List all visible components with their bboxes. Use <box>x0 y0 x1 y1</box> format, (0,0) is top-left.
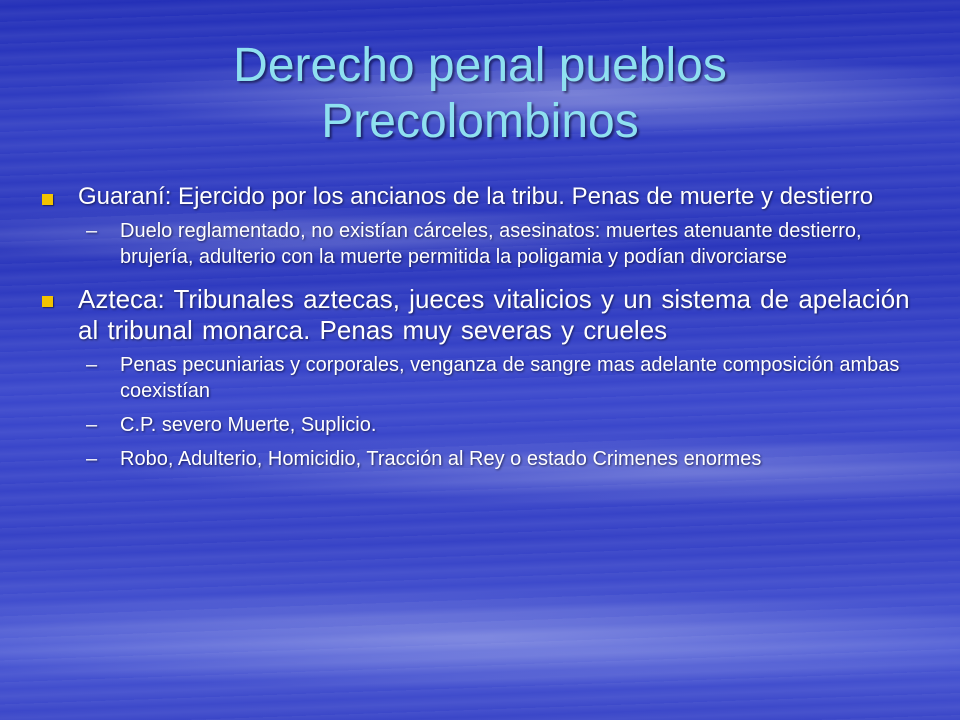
slide-title-line-1: Derecho penal pueblos <box>233 39 727 92</box>
slide-content <box>40 182 910 472</box>
sub-bullet-text: Penas pecuniarias y corporales, venganza de sangre mas adelante composición ambas coexistían <box>120 354 900 402</box>
bullet-azteca <box>40 284 910 346</box>
sub-bullet-text: C.P. severo Muerte, Suplicio. <box>120 414 377 436</box>
sub-bullet-text: Duelo reglamentado, no existían cárceles, asesinatos: muertes atenuante destierro, brujería, adulterio con la muerte permitida la poligamia y podían divorciarse <box>120 220 862 268</box>
square-bullet-icon <box>42 194 53 205</box>
sub-bullet-robo <box>40 446 910 472</box>
dash-bullet-icon: – <box>86 448 98 470</box>
bullet-guarani <box>40 182 910 212</box>
dash-bullet-icon: – <box>86 414 98 436</box>
sub-bullet-penas <box>40 352 910 404</box>
sub-bullet-duelo <box>40 218 910 270</box>
sub-bullet-cp <box>40 412 910 438</box>
bullet-text: Azteca: Tribunales aztecas, jueces vitalicios y un sistema de apelación al tribunal monarca. Penas muy severas y crueles <box>78 284 910 345</box>
dash-bullet-icon: – <box>86 354 98 376</box>
slide-title-line-2: Precolombinos <box>321 95 639 148</box>
slide-title <box>120 38 840 150</box>
sub-bullet-text: Robo, Adulterio, Homicidio, Tracción al Rey o estado Crimenes enormes <box>120 448 762 470</box>
dash-bullet-icon: – <box>86 220 98 242</box>
bullet-text: Guaraní: Ejercido por los ancianos de la tribu. Penas de muerte y destierro <box>78 183 874 210</box>
square-bullet-icon <box>42 296 53 307</box>
